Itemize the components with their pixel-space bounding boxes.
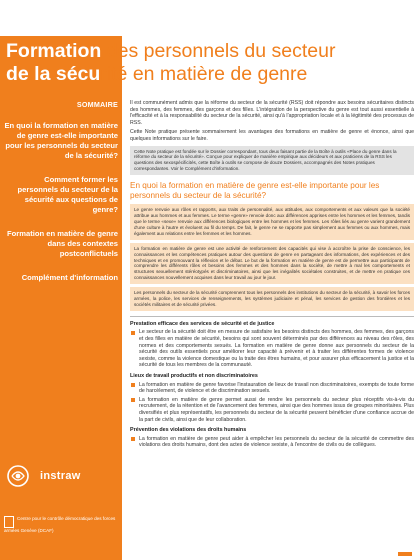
summary-item-why[interactable]: En quoi la formation en matière de genre est-elle importante pour les personnels du secteur de la sécurité? [4,121,118,160]
title-line-2 [6,63,416,86]
top-band [0,0,420,36]
bullet-item [130,382,414,395]
section-heading-why: En quoi la formation en matière de genre est-elle importante pour les personnels du secteur de la sécurité? [130,181,380,200]
page-marker [398,552,412,556]
summary-item-how[interactable]: Comment former les personnels du secteur de la sécurité aux questions de genre? [17,175,118,214]
bullet-item [130,436,414,449]
title-line-1-white: Formation [6,40,102,62]
definition-gender-box: Le genre renvoie aux rôles et rapports, aux traits de personnalité, aux attitudes, aux comportements et aux valeurs que la société attribue aux hommes et aux femmes. Le terme «genre» renvoie donc aux différences apprises entre les hommes et les femmes, tandis que le terme «sexe» renvoie aux différences biologiques entre les hommes et les femmes. Les rôles liés au genre varient grandement d'une culture à l'autre et évoluent au fil du temps. De fait, le genre ne se rapporte pas simplement aux femmes ou aux hommes, mais également aux relations entre les femmes et les hommes. [130,204,414,240]
summary-item-more-info[interactable]: Complément d'information [21,273,118,282]
bullet-item [130,397,414,423]
dcaf-logo-icon [4,516,14,528]
main-content [130,100,414,451]
definition-training-box: La formation en matière de genre est une activité de renforcement des capacités qui vise à accroître la prise de conscience, les connaissances et les compétences pratiques autour des questions de genre en partageant des informations, des expériences et des techniques et en promouvant la réflexion et le débat. Le but de la formation en matière de genre est de permettre aux participants de comprendre les différents rôles et besoins des femmes et des hommes dans la société, de mettre à mal les comportements et structures sexuellement stéréotypés et discriminatoires, ainsi que les inégalités sociétales construites, et de mettre en pratique ces connaissances nouvellement acquises dans leur travail au jour le jour. [130,243,414,284]
bullet-square-icon [131,331,135,335]
dcaf-credit [4,516,116,534]
intro-paragraph-1: Il est communément admis que la réforme du secteur de la sécurité (RSS) doit répondre aux besoins sécuritaires distincts des hommes, des femmes, des garçons et des filles. L'intégration de la perspective du genre est tout aussi essentielle à l'efficacité et à la responsabilité du secteur de la sécurité, ainsi qu'à l'appropriation locale et à la légitimité des processus de RSS. [130,100,414,126]
title-line-2-white: de la sécu [6,63,101,85]
subheading-human-rights: Prévention des violations des droits humains [130,427,247,434]
summary-item-postconflict[interactable]: Formation en matière de genre dans des contextes postconflictuels [7,229,118,258]
bullet-text: La formation en matière de genre favorise l'instauration de lieux de travail non discriminatoires, exempts de toute forme de harcèlement, de violence et de discrimination sexuels. [139,381,414,395]
partner-logos [4,462,118,512]
bullet-text: La formation en matière de genre permet aussi de rendre les personnels du secteur plus réceptifs vis-à-vis du recrutement, de la rétention et de l'avancement des femmes, ainsi que des hommes issus de groupes minoritaires. Plus diversifiés et plus représentatifs, les personnels du secteur de la sécurité peuvent bénéficier d'une confiance accrue de la part de civils, ainsi que de leur collaboration. [139,396,414,423]
bullet-square-icon [131,398,135,402]
summary-panel [4,100,118,297]
page-title [6,40,416,86]
bullet-square-icon [131,437,135,441]
definition-personnel-box: Les personnels du secteur de la sécurité comprennent tous les personnels des institutions du secteur de la sécurité, à savoir les forces armées, la police, les services de renseignements, les systèmes judiciaire et pénal, les services de gestion des frontières et les sociétés militaires et de sécurité privées. [130,287,414,311]
divider [130,316,414,317]
toolkit-note-box: Cette Note pratique est fondée sur le Dossier correspondant, tous deux faisant partie de la Boîte à outils «Place du genre dans la réforme du secteur de la sécurité». Conçue pour expliquer de manière empirique aux décideurs et aux praticiens de la RSS les questions des sexospécificités, cette Boîte à outils se compose de douze Dossiers, accompagnés des Notes pratiques correspondantes. Voir le Complément d'information. [130,146,414,176]
title-line-1 [6,40,416,63]
subheading-workplace: Lieux de travail productifs et non discriminatoires [130,373,258,380]
title-line-1-rest: des personnels du secteur [101,40,336,62]
intro-paragraph-2: Cette Note pratique présente sommairement les avantages des formations en matière de genre et énonce, ainsi que quelques informations sur le faire. [130,129,414,142]
title-line-2-rest: rité en matière de genre [100,63,308,85]
bullet-text: Le secteur de la sécurité doit être en mesure de satisfaire les besoins distincts des hommes, des femmes, des garçons et des filles en matière de sécurité, besoins qui sont souvent déterminés par des différences au niveau des rôles, des normes et des comportements sexués. La formation en matière de genre donne aux personnels du secteur de la sécurité des outils essentiels pour améliorer leur capacité à prévenir et à traiter les différentes formes de violence sexiste, comme la violence domestique ou la traite des êtres humains, et pour assurer plus efficacement la justice et la sécurité de tous les membres de la communauté. [139,329,414,369]
bullet-text: La formation en matière de genre peut aider à empêcher les personnels du secteur de la sécurité de commettre des violations des droits humains, dont des actes de violence sexiste, à l'encontre de civils ou de collègues. [139,435,414,449]
instraw-logo: instraw [40,470,81,482]
un-swirl-logo-icon [6,464,30,488]
summary-heading: SOMMAIRE [76,100,118,109]
subheading-service-delivery: Prestation efficace des services de sécurité et de justice [130,320,275,327]
bullet-square-icon [131,383,135,387]
dcaf-text: Centre pour le contrôle démocratique des forces armées Genève (DCAF) [4,516,116,533]
bullet-item [130,329,414,369]
